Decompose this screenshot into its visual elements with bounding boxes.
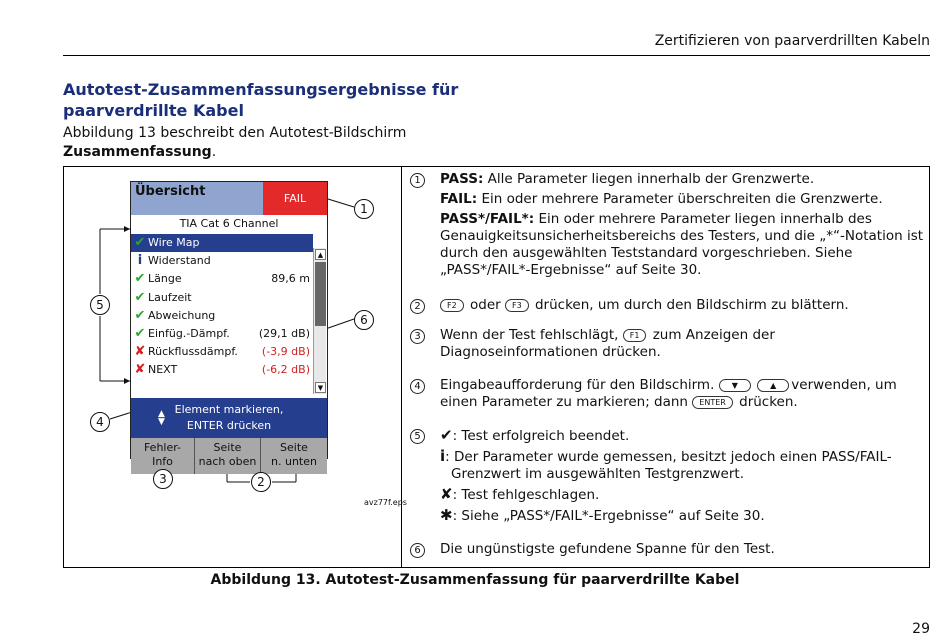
- x-icon: ✘: [134, 344, 146, 360]
- up-down-arrow-icon: ▲ ▼: [158, 409, 165, 427]
- pass-label: PASS:: [440, 171, 484, 187]
- scroll-up-icon[interactable]: ▲: [315, 249, 326, 260]
- softkey-line: Seite: [213, 441, 242, 454]
- fail-label: FAIL:: [440, 191, 478, 207]
- legend-text: Wenn der Test fehlschlägt,: [440, 327, 619, 343]
- legend-text: Die ungünstigste gefundene Spanne für den Test.: [440, 541, 775, 557]
- f1-key-icon: F1: [623, 329, 647, 342]
- enter-key-icon: ENTER: [692, 396, 733, 409]
- check-icon: ✔: [134, 235, 146, 250]
- callout-4: 4: [90, 412, 110, 432]
- figure-divider: [401, 167, 402, 567]
- scroll-down-icon[interactable]: ▼: [315, 382, 326, 393]
- result-row-wire-map[interactable]: [131, 234, 313, 252]
- up-key-icon: ▲: [757, 379, 789, 392]
- screen-title: Übersicht: [131, 182, 263, 215]
- fail-status-badge: FAIL: [263, 182, 327, 215]
- row-value: (29,1 dB): [258, 326, 310, 340]
- row-value: 89,6 m: [271, 272, 310, 286]
- legend-number: 1: [410, 173, 425, 188]
- passfail-label: PASS*/FAIL*:: [440, 211, 535, 227]
- figure-caption: Abbildung 13. Autotest-Zusammenfassung für paarverdrillte Kabel: [210, 572, 740, 588]
- eps-label: avz77f.eps: [364, 498, 407, 507]
- legend-text: Eingabeaufforderung für den Bildschirm.: [440, 377, 715, 393]
- result-list: [131, 234, 313, 380]
- legend-text: drücken.: [739, 394, 798, 410]
- row-label: Widerstand: [148, 254, 211, 268]
- prompt-line-1: Element markieren,: [174, 403, 284, 416]
- fail-text: Ein oder mehrere Parameter überschreiten die Grenzwerte.: [481, 191, 883, 207]
- row-label: Laufzeit: [148, 290, 192, 304]
- prompt-line-2: ENTER drücken: [186, 419, 272, 432]
- figure-frame: [63, 166, 930, 568]
- row-label: NEXT: [148, 363, 178, 377]
- x-icon: ✘: [440, 485, 453, 503]
- intro-paragraph: [63, 124, 483, 162]
- result-row-next[interactable]: [131, 361, 313, 379]
- passfail-text: Ein oder mehrere Parameter liegen innerhalb des Genauigkeitsunsicherheitsbereichs des Testers, und die „*“-Notation ist durch den ausgewählten Teststandard vorgeschrieben. Siehe „PASS*/FAIL*-Ergebnisse“ auf Seite 30.: [440, 211, 924, 278]
- x-icon: ✘: [134, 362, 146, 378]
- softkey-line: Fehler-: [143, 441, 182, 454]
- softkey-page-down[interactable]: [261, 438, 327, 474]
- check-icon: ✔: [134, 325, 146, 341]
- running-header: Zertifizieren von paarverdrillten Kabeln: [654, 33, 930, 49]
- page-number: 29: [912, 621, 930, 637]
- result-row-laenge[interactable]: [131, 270, 313, 288]
- row-value: (-6,2 dB): [261, 363, 310, 377]
- screen-prompt: [131, 398, 327, 438]
- info-icon: i: [440, 447, 446, 465]
- pass-text: Alle Parameter liegen innerhalb der Grenzwerte.: [487, 171, 815, 187]
- softkey-line: Seite: [280, 441, 308, 454]
- scroll-thumb[interactable]: [315, 262, 326, 326]
- legend-text: : Siehe „PASS*/FAIL*-Ergebnisse“ auf Seite 30.: [452, 508, 765, 524]
- row-label: Wire Map: [148, 236, 200, 249]
- down-key-icon: ▼: [719, 379, 751, 392]
- softkey-page-up[interactable]: [195, 438, 261, 474]
- intro-bold: Zusammenfassung: [63, 144, 212, 160]
- section-title: Autotest-Zusammenfassungsergebnisse für paarverdrillte Kabel: [63, 80, 459, 120]
- intro-suffix: .: [211, 144, 217, 160]
- legend-text: : Der Parameter wurde gemessen, besitzt jedoch einen PASS/FAIL-Grenzwert im ausgewählten Testgrenzwert.: [445, 449, 892, 482]
- row-value: (-3,9 dB): [261, 345, 310, 359]
- result-row-widerstand[interactable]: [131, 252, 313, 270]
- legend-number: 5: [410, 429, 425, 444]
- scrollbar[interactable]: [313, 248, 326, 394]
- legend-text: drücken, um durch den Bildschirm zu blättern.: [534, 297, 849, 313]
- row-label: Einfüg.-Dämpf.: [148, 326, 230, 340]
- result-row-laufzeit[interactable]: [131, 289, 313, 307]
- legend-number: 4: [410, 379, 425, 394]
- softkey-line: n. unten: [271, 455, 317, 468]
- row-label: Rückflussdämpf.: [148, 345, 238, 359]
- callout-5: 5: [90, 295, 110, 315]
- result-row-einfuegedaempfung[interactable]: [131, 325, 313, 343]
- callout-6: 6: [354, 310, 374, 330]
- legend-number: 2: [410, 299, 425, 314]
- test-standard: TIA Cat 6 Channel: [179, 217, 279, 230]
- check-icon: ✔: [134, 307, 146, 323]
- legend-text: : Test fehlgeschlagen.: [452, 487, 600, 503]
- intro-prefix: Abbildung 13 beschreibt den Autotest-Bildschirm: [63, 125, 407, 141]
- result-row-abweichung[interactable]: [131, 307, 313, 325]
- legend-text: oder: [470, 297, 501, 313]
- info-icon: i: [137, 253, 143, 269]
- screen-header: [131, 182, 327, 215]
- row-label: Abweichung: [148, 308, 216, 322]
- callout-2: 2: [251, 472, 271, 492]
- check-icon: ✔: [134, 271, 146, 287]
- header-rule: [63, 55, 930, 56]
- legend-text: verwenden, um einen Parameter zu markieren; dann: [440, 377, 897, 410]
- legend-number: 3: [410, 329, 425, 344]
- f2-key-icon: F2: [440, 299, 464, 312]
- check-icon: ✔: [134, 289, 146, 305]
- asterisk-icon: ✱: [440, 506, 453, 524]
- legend-text: : Test erfolgreich beendet.: [452, 428, 630, 444]
- check-icon: ✔: [440, 426, 453, 444]
- legend-number: 6: [410, 543, 425, 558]
- tester-screen: [130, 181, 328, 468]
- softkey-line: nach oben: [198, 455, 257, 468]
- legend-text: zum Anzeigen der Diagnoseinformationen drücken.: [440, 327, 775, 360]
- f3-key-icon: F3: [505, 299, 529, 312]
- softkey-line: Info: [152, 455, 173, 468]
- callout-3: 3: [153, 469, 173, 489]
- result-row-rueckflussdaempfung[interactable]: [131, 343, 313, 361]
- callout-1: 1: [354, 199, 374, 219]
- row-label: Länge: [148, 272, 182, 286]
